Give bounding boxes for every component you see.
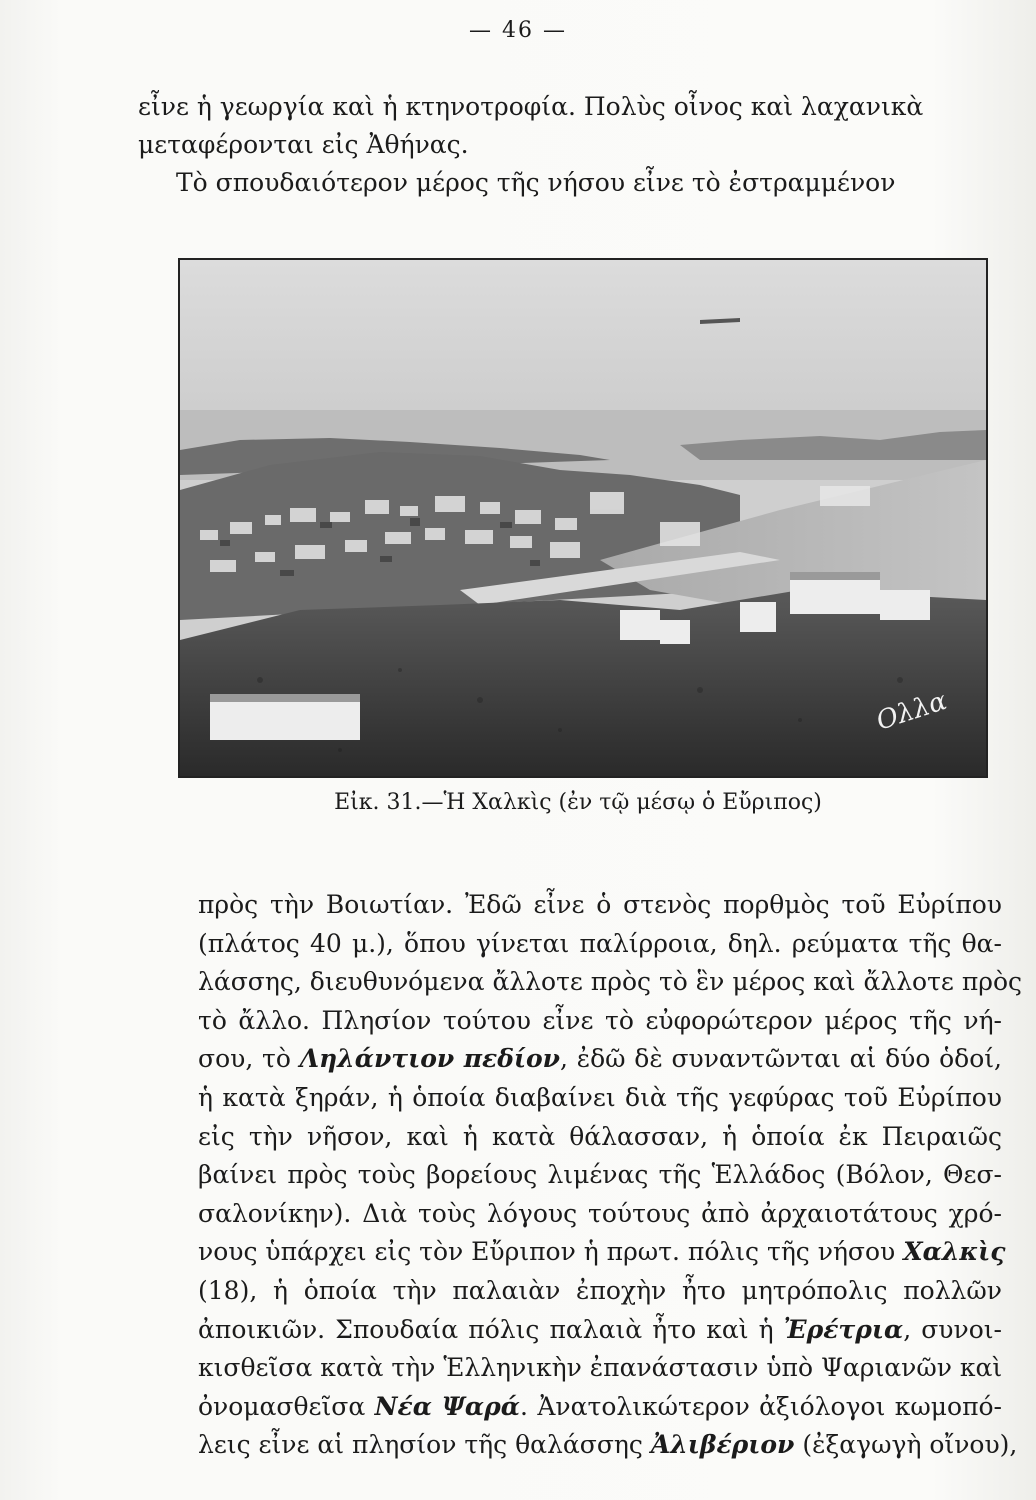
text-run: νους ὑπάρχει εἰς τὸν Εὔριπον ἡ πρωτ. πόλις τῆς νήσου (198, 1237, 904, 1267)
place-name-eretria: Ἐρέτρια (783, 1314, 904, 1344)
photo-signature: Ολλα (872, 685, 951, 737)
text-line (198, 1388, 1002, 1427)
text-line: βαίνει πρὸς τοὺς βορείους λιμένας τῆς Ἑλλάδος (Βόλον, Θεσ- (198, 1160, 1002, 1190)
place-name-aliverion: Ἀλιβέριον (650, 1430, 795, 1460)
text-run: σου, τὸ (198, 1044, 300, 1074)
text-line (198, 1040, 1002, 1079)
text-line: λάσσης, διευθυνόμενα ἄλλοτε πρὸς τὸ ἓν μέρος καὶ ἄλλοτε πρὸς (198, 967, 1023, 997)
text-line: (18), ἡ ὁποία τὴν παλαιὰν ἐποχὴν ἦτο μητρόπολις πολλῶν (198, 1275, 1002, 1305)
text-line (198, 1233, 1006, 1272)
text-line: εἰς τὴν νῆσον, καὶ ἡ κατὰ θάλασσαν, ἡ ὁποία ἐκ Πειραιῶς (198, 1121, 1002, 1151)
photo-illustration (180, 260, 986, 776)
text-line: ἡ κατὰ ξηράν, ἡ ὁποία διαβαίνει διὰ τῆς γεφύρας τοῦ Εὐρίπου (198, 1082, 1002, 1112)
text-line (198, 1311, 1002, 1350)
text-run: (ἐξαγωγὴ οἴνου), (794, 1430, 1018, 1460)
text-line: κισθεῖσα κατὰ τὴν Ἑλληνικὴν ἐπανάστασιν ὑπὸ Ψαριανῶν καὶ (198, 1353, 1003, 1383)
text-line: εἶνε ἡ γεωργία καὶ ἡ κτηνοτροφία. Πολὺς οἶνος καὶ λαχανικὰ (138, 92, 924, 121)
text-line: μεταφέρονται εἰς Ἀθήνας. (138, 130, 469, 159)
text-line: πρὸς τὴν Βοιωτίαν. Ἐδῶ εἶνε ὁ στενὸς πορθμὸς τοῦ Εὐρίπου (198, 890, 1002, 919)
photo-chalkis (178, 258, 988, 778)
text-line: σαλονίκην). Διὰ τοὺς λόγους τούτους ἀπὸ ἀρχαιοτάτους χρό- (198, 1198, 1002, 1228)
place-name-lelantion: Ληλάντιον πεδίον (299, 1044, 561, 1074)
page-number: — 46 — (469, 18, 567, 43)
text-line: Τὸ σπουδαιότερον μέρος τῆς νήσου εἶνε τὸ ἐστραμμένον (176, 168, 896, 197)
text-run: . Ἀνατολικώτερον ἀξιόλογοι κωμοπό- (520, 1391, 1003, 1421)
text-run: λεις εἶνε αἱ πλησίον τῆς θαλάσσης (198, 1430, 651, 1460)
text-line (198, 1426, 1018, 1465)
place-name-chalkis: Χαλκὶς (903, 1237, 1006, 1267)
text-line: (πλάτος 40 μ.), ὅπου γίνεται παλίρροια, δηλ. ρεύματα τῆς θα- (198, 928, 1002, 958)
text-run: , ἐδῶ δὲ συναντῶνται αἱ δύο ὁδοί, (560, 1044, 1002, 1074)
figure-caption: Εἰκ. 31.—Ἡ Χαλκὶς (ἐν τῷ μέσῳ ὁ Εὔριπος) (334, 790, 822, 815)
top-paragraph (138, 88, 938, 202)
text-run: , συνοι- (903, 1314, 1003, 1344)
place-name-nea-psara: Νέα Ψαρά (374, 1391, 521, 1421)
body-paragraph (198, 886, 1023, 1465)
text-line: τὸ ἄλλο. Πλησίον τούτου εἶνε τὸ εὐφορώτερον μέρος τῆς νή- (198, 1005, 1002, 1035)
text-run: ὀνομασθεῖσα (198, 1391, 375, 1421)
text-run: ἀποικιῶν. Σπουδαία πόλις παλαιὰ ἦτο καὶ ἡ (198, 1314, 784, 1344)
